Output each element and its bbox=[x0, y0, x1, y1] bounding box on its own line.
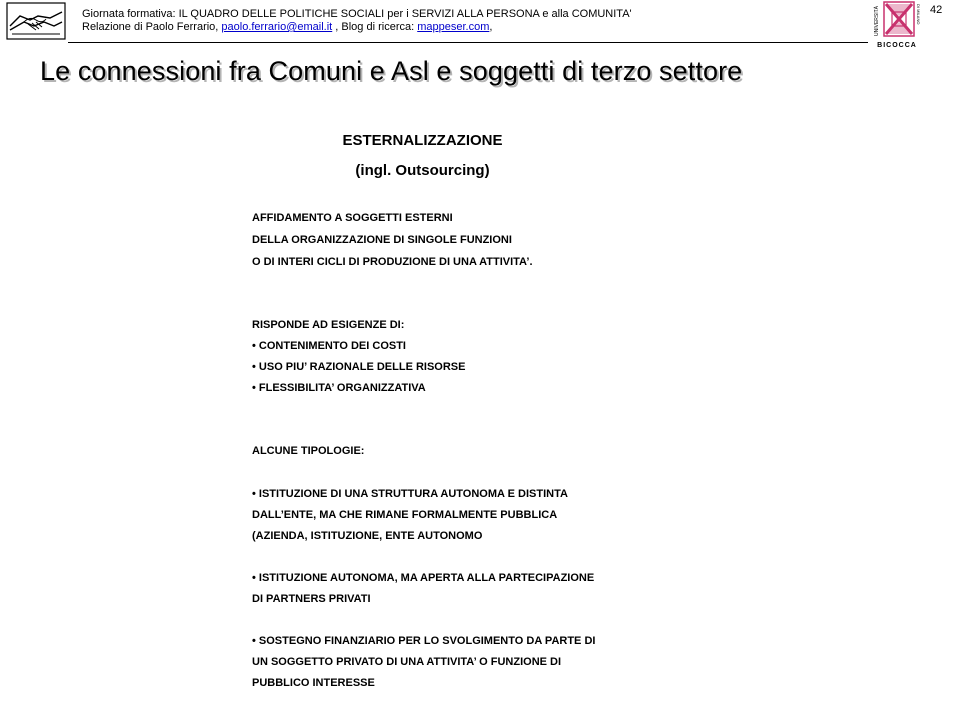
header-suffix: , bbox=[489, 21, 493, 33]
type-1-line: DALL’ENTE, MA CHE RIMANE FORMALMENTE PUBBLICA bbox=[252, 509, 558, 521]
needs-item: • CONTENIMENTO DEI COSTI bbox=[252, 340, 406, 352]
svg-text:DI MILANO: DI MILANO bbox=[916, 4, 921, 25]
university-logo-icon bbox=[870, 0, 924, 50]
needs-title: RISPONDE AD ESIGENZE DI: bbox=[252, 319, 405, 331]
type-3-line: • SOSTEGNO FINANZIARIO PER LO SVOLGIMENTO DA PARTE DI bbox=[252, 635, 596, 647]
email-link[interactable]: paolo.ferrario@email.it bbox=[221, 21, 333, 33]
type-3-line: UN SOGGETTO PRIVATO DI UNA ATTIVITA’ O FUNZIONE DI bbox=[252, 656, 562, 668]
type-2-line: • ISTITUZIONE AUTONOMA, MA APERTA ALLA PARTECIPAZIONE bbox=[252, 572, 595, 584]
blog-link[interactable]: mappeser.com bbox=[417, 21, 490, 33]
page-number: 42 bbox=[930, 4, 943, 16]
definition-line: O DI INTERI CICLI DI PRODUZIONE DI UNA ATTIVITA’. bbox=[252, 256, 533, 268]
type-1-line: • ISTITUZIONE DI UNA STRUTTURA AUTONOMA E DISTINTA bbox=[252, 488, 568, 500]
header-line-1: Giornata formativa: IL QUADRO DELLE POLITICHE SOCIALI per i SERVIZI ALLA PERSONA e alla COMUNITA' bbox=[82, 8, 632, 20]
type-3-line: PUBBLICO INTERESSE bbox=[252, 677, 375, 689]
header-line-2 bbox=[82, 21, 632, 34]
type-1-line: (AZIENDA, ISTITUZIONE, ENTE AUTONOMO bbox=[252, 530, 483, 542]
definition-line: AFFIDAMENTO A SOGGETTI ESTERNI bbox=[252, 212, 453, 224]
type-2-line: DI PARTNERS PRIVATI bbox=[252, 593, 371, 605]
needs-item: • USO PIU’ RAZIONALE DELLE RISORSE bbox=[252, 361, 466, 373]
header-author: Relazione di Paolo Ferrario, bbox=[82, 21, 222, 33]
header-info bbox=[82, 8, 632, 34]
types-title: ALCUNE TIPOLOGIE: bbox=[252, 445, 365, 457]
handshake-logo-icon bbox=[6, 2, 66, 40]
needs-item: • FLESSIBILITA’ ORGANIZZATIVA bbox=[252, 382, 426, 394]
section-heading: ESTERNALIZZAZIONE bbox=[342, 132, 503, 149]
header-divider bbox=[68, 42, 868, 43]
svg-text:BICOCCA: BICOCCA bbox=[877, 42, 917, 49]
header-blog-label: , Blog di ricerca: bbox=[332, 21, 418, 33]
slide-title: Le connessioni fra Comuni e Asl e soggetti di terzo settore bbox=[40, 56, 743, 86]
section-subheading: (ingl. Outsourcing) bbox=[355, 162, 490, 179]
definition-line: DELLA ORGANIZZAZIONE DI SINGOLE FUNZIONI bbox=[252, 234, 512, 246]
svg-text:UNIVERSITÀ: UNIVERSITÀ bbox=[874, 5, 880, 36]
